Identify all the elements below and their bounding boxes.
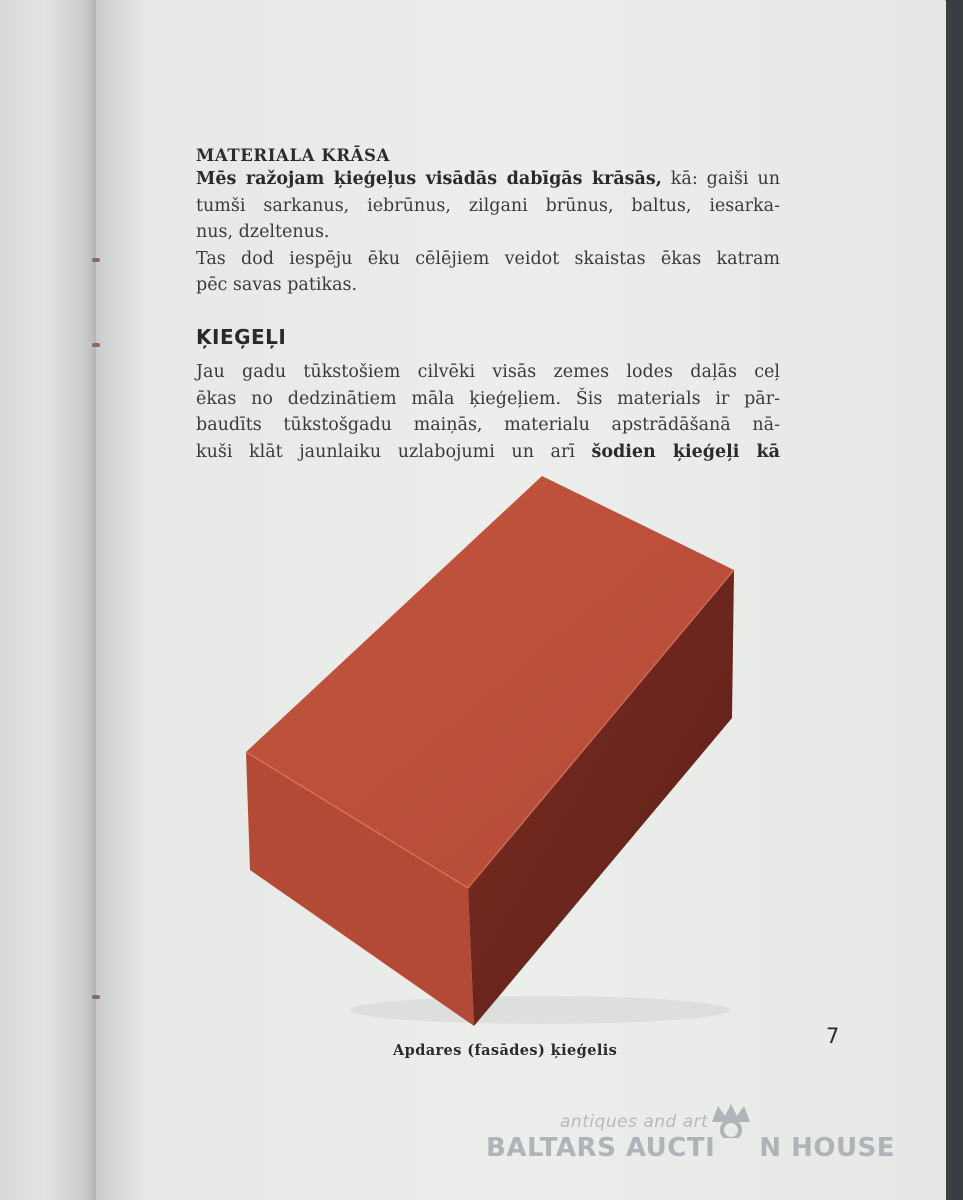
binding-stitch <box>92 258 100 262</box>
binding-stitch <box>92 343 100 347</box>
brick-illustration <box>240 470 740 1030</box>
text-line: kuši klāt jaunlaiku uzlabojumi un arī šodien ķieģeļi kā <box>196 441 780 462</box>
figure-caption: Apdares (fasādes) ķieģelis <box>393 1042 618 1059</box>
text-line: Jau gadu tūkstošiem cilvēki visās zemes lodes daļās ceļ <box>196 362 780 382</box>
text-line: Tas dod iespēju ēku cēlējiem veidot skaistas ēkas katram <box>196 248 780 269</box>
text-line: tumši sarkanus, iebrūnus, zilgani brūnus, baltus, iesarka- <box>196 195 780 216</box>
section-title-material-color: MATERIALA KRĀSA <box>196 146 390 165</box>
text-line: ēkas no dedzinātiem māla ķieģeļiem. Šis materials ir pār- <box>196 388 780 409</box>
binding-stitch <box>92 995 100 999</box>
text-line: baudīts tūkstošgadu maiņās, materialu apstrādāšanā nā- <box>196 415 780 435</box>
background-edge <box>946 0 963 1200</box>
watermark-brand: BALTARS AUCTI N HOUSE <box>486 1133 896 1163</box>
text-line: nus, dzeltenus. <box>196 222 330 242</box>
paragraph-bricks <box>196 359 780 465</box>
watermark-tagline: antiques and art <box>560 1112 709 1132</box>
text-line: Mēs ražojam ķieģeļus visādās dabīgās krāsās, kā: gaiši un <box>196 169 780 189</box>
text-line: pēc savas patikas. <box>196 275 358 295</box>
page-number: 7 <box>826 1024 840 1048</box>
brick-shadow <box>350 996 730 1024</box>
section-heading-bricks: ĶIEĢEĻI <box>196 325 287 349</box>
left-page <box>0 0 100 1200</box>
paragraph-material-color <box>196 166 780 299</box>
